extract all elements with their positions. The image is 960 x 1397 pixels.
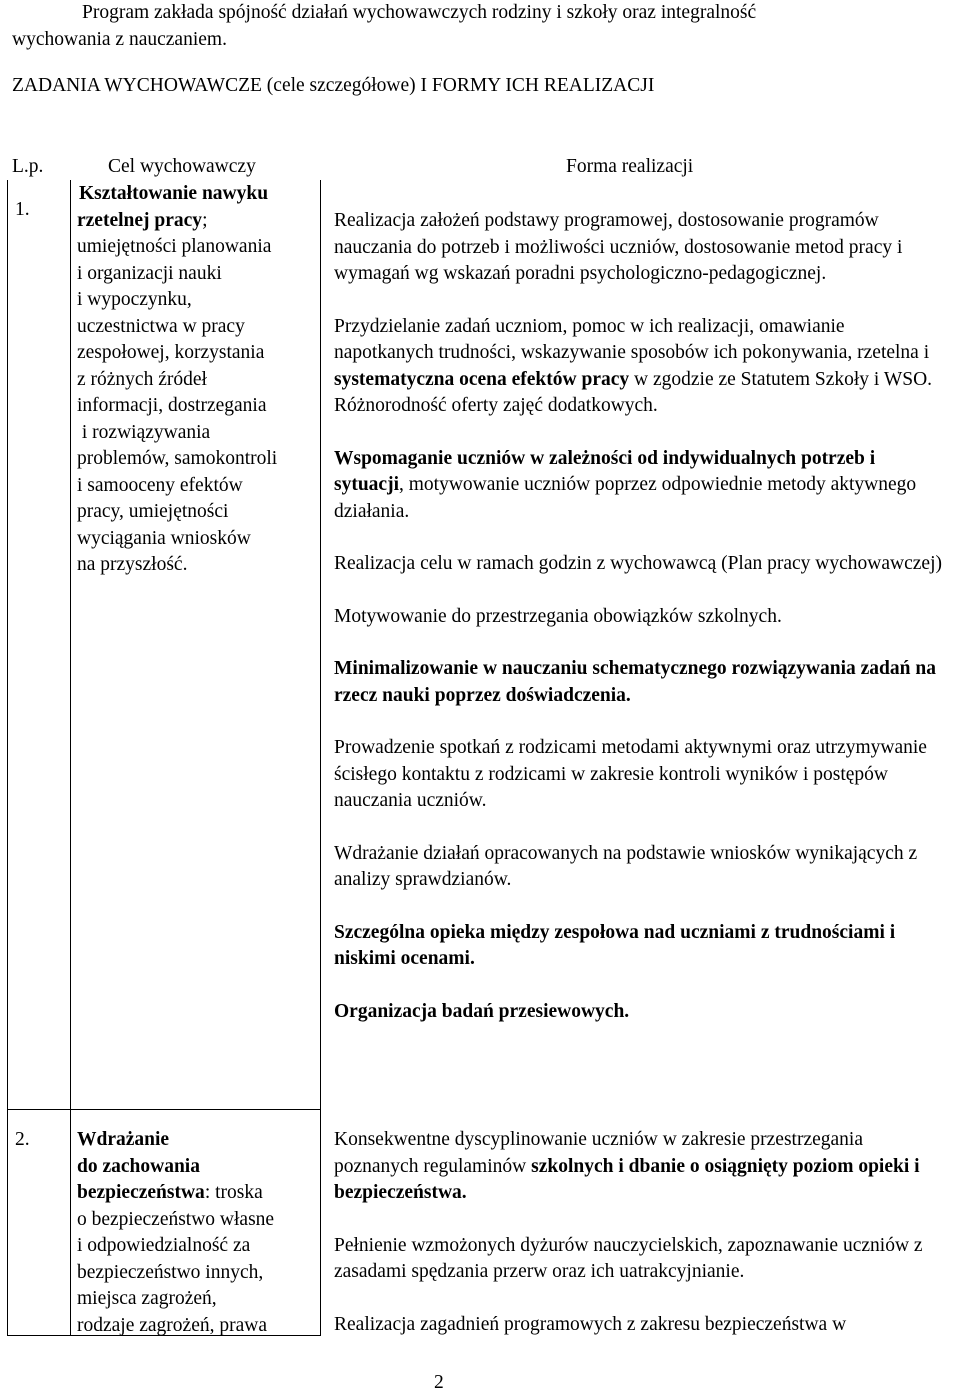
forma-text: , motywowanie uczniów poprzez odpowiednie metody aktywnego działania.	[334, 474, 917, 522]
row1-cel-line: problemów, samokontroli	[77, 448, 278, 469]
forma-bold-text: Szczególna opieka między zespołowa nad uczniami z trudnościami i niskimi ocenami.	[334, 921, 896, 969]
row2-cel-line: o bezpieczeństwo własne	[77, 1208, 275, 1230]
row2-cel	[77, 1127, 317, 1339]
forma-paragraph: Realizacja celu w ramach godzin z wychowawcą (Plan pracy wychowawczej)	[334, 553, 942, 574]
forma-bold-text: systematyczna ocena efektów pracy	[334, 368, 630, 390]
page-number: 2	[434, 1372, 444, 1393]
forma-paragraph: Realizacja zagadnień programowych z zakresu bezpieczeństwa w	[334, 1313, 847, 1335]
forma-paragraph: Pełnienie wzmożonych dyżurów nauczycielskich, zapoznawanie uczniów z zasadami spędzania przerw oraz ich uatrakcyjnianie.	[334, 1234, 923, 1282]
forma-bold-text: Minimalizowanie w nauczaniu schematycznego rozwiązywania zadań na rzecz nauki poprzez doświadczenia.	[334, 658, 936, 706]
forma-paragraph	[334, 446, 944, 526]
table-divider-1	[70, 180, 71, 1336]
row2-cel-line: rodzaje zagrożeń, prawa	[77, 1314, 268, 1336]
forma-paragraph	[334, 314, 944, 420]
header-lp: L.p.	[12, 156, 44, 177]
row1-cel-line: i samooceny efektów	[77, 474, 243, 496]
row1-cel-line: uczestnictwa w pracy	[77, 315, 245, 337]
row2-cel-line: miejsca zagrożeń,	[77, 1288, 217, 1309]
forma-bold-text: Wspomaganie uczniów w zależności od indywidualnych potrzeb i sytuacji	[334, 447, 876, 495]
section-heading: ZADANIA WYCHOWAWCZE (cele szczegółowe) I FORMY ICH REALIZACJI	[12, 75, 655, 96]
forma-paragraph	[334, 999, 944, 1026]
row1-cel-line: informacji, dostrzegania	[77, 395, 267, 416]
forma-paragraph	[334, 920, 944, 973]
forma-paragraph: Realizacja założeń podstawy programowej, dostosowanie programów nauczania do potrzeb i możliwości uczniów, dostosowanie metod pracy i wymagań wg wskazań poradni psychologiczno-pedagogicznej.	[334, 210, 903, 284]
forma-paragraph	[334, 1127, 944, 1207]
row1-cel-line: umiejętności planowania	[77, 236, 272, 257]
forma-paragraph	[334, 656, 944, 709]
row1-cel-line: z różnych źródeł	[77, 368, 207, 390]
row1-cel-line: i organizacji nauki	[77, 262, 222, 284]
row2-cel-line: bezpieczeństwo innych,	[77, 1261, 264, 1283]
row1-number: 1.	[15, 199, 30, 220]
row1-cel-after-bold: ;	[202, 209, 208, 231]
forma-text: w zgodzie ze Statutem Szkoły i WSO.	[629, 368, 933, 390]
row2-cel-line: i odpowiedzialność za	[77, 1235, 251, 1256]
row1-cel-line: pracy, umiejętności	[77, 501, 229, 522]
row1-forma	[334, 208, 944, 1051]
table-row-separator	[7, 1109, 320, 1110]
row2-forma	[334, 1127, 944, 1364]
row1-cel-bold-1: Kształtowanie nawyku	[79, 183, 269, 204]
forma-paragraph: Motywowanie do przestrzegania obowiązków szkolnych.	[334, 605, 782, 627]
forma-text: Konsekwentne dyscyplinowanie uczniów w zakresie przestrzegania poznanych regulaminów	[334, 1129, 864, 1177]
row2-cel-bold-1: Wdrażanie	[77, 1129, 170, 1150]
row1-cel-line: na przyszłość.	[77, 554, 188, 575]
forma-bold-text: szkolnych i dbanie o osiągnięty poziom opieki i bezpieczeństwa.	[334, 1155, 920, 1203]
table-divider-2	[320, 180, 321, 1336]
header-cel: Cel wychowawczy	[108, 156, 256, 177]
row2-number: 2.	[15, 1129, 30, 1150]
forma-bold-text: Organizacja badań przesiewowych.	[334, 1000, 630, 1022]
row1-cel-bold-2: rzetelnej pracy	[77, 209, 203, 231]
table-border-left	[7, 180, 8, 1336]
row1-cel-line: i rozwiązywania	[77, 421, 211, 443]
row1-cel-line: zespołowej, korzystania	[77, 342, 265, 363]
forma-text: Przydzielanie zadań uczniom, pomoc w ich realizacji, omawianie napotkanych trudności, wskazywanie sposobów ich pokonywania, rzetelna i	[334, 315, 930, 363]
intro-line-1: Program zakłada spójność działań wychowawczych rodziny i szkoły oraz integralność	[82, 2, 757, 23]
forma-text: Różnorodność oferty zajęć dodatkowych.	[334, 395, 658, 416]
forma-paragraph: Wdrażanie działań opracowanych na podstawie wniosków wynikających z analizy sprawdzianów.	[334, 842, 918, 890]
row2-cel-bold-2: do zachowania	[77, 1155, 200, 1177]
forma-paragraph: Prowadzenie spotkań z rodzicami metodami aktywnymi oraz utrzymywanie ścisłego kontaktu z rodzicami w zakresie kontroli wyników i postępów nauczania uczniów.	[334, 737, 927, 811]
row1-cel	[77, 181, 317, 579]
intro-line-2: wychowania z nauczaniem.	[12, 28, 227, 50]
row2-cel-bold-3: bezpieczeństwa	[77, 1182, 205, 1203]
row1-cel-line: wyciągania wniosków	[77, 527, 251, 549]
row1-cel-line: i wypoczynku,	[77, 289, 192, 310]
row2-cel-after-bold: : troska	[204, 1182, 263, 1203]
header-forma: Forma realizacji	[566, 156, 694, 177]
